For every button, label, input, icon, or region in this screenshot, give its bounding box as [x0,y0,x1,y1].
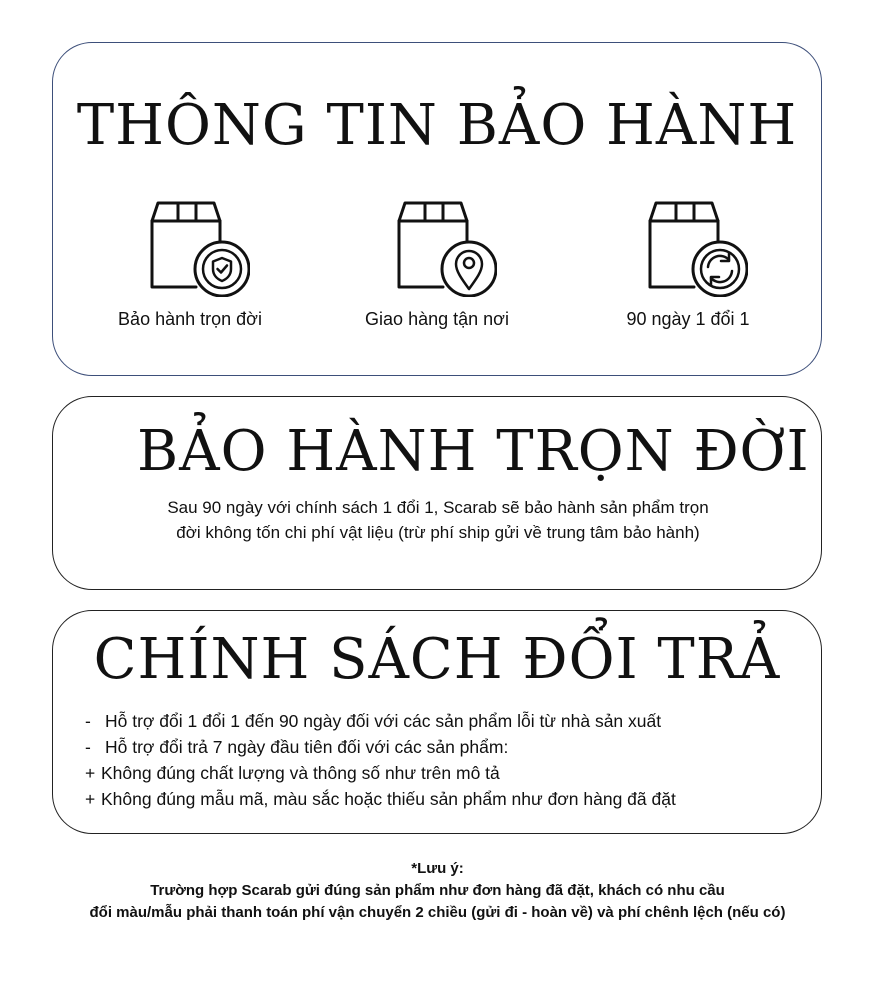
feature-home-delivery [332,199,542,330]
return-policy-card [52,610,822,834]
warranty-info-title: THÔNG TIN BẢO HÀNH [76,93,798,158]
policy-item-text: Không đúng mẫu mã, màu sắc hoặc thiếu sản phẩm như đơn hàng đã đặt [101,789,676,809]
lifetime-warranty-description [93,495,783,545]
bullet-mark: + [85,763,96,783]
return-policy-title: CHÍNH SÁCH ĐỔI TRẢ [93,627,781,692]
bullet-mark: - [85,737,91,757]
feature-label: 90 ngày 1 đổi 1 [626,309,750,329]
feature-90-day-exchange [583,199,793,330]
lifetime-warranty-title: BẢO HÀNH TRỌN ĐỜI [137,419,810,484]
policy-sub-item [85,760,676,786]
description-line: Sau 90 ngày với chính sách 1 đổi 1, Scarab sẽ bảo hành sản phẩm trọn [167,498,709,517]
policy-item-text: Hỗ trợ đổi 1 đổi 1 đến 90 ngày đối với các sản phẩm lỗi từ nhà sản xuất [105,711,662,731]
note-heading: *Lưu ý: [411,860,464,877]
policy-item-text: Không đúng chất lượng và thông số như trên mô tả [101,763,500,783]
feature-lifetime-warranty [85,199,295,330]
policy-item-text: Hỗ trợ đổi trả 7 ngày đầu tiên đối với các sản phẩm: [105,737,509,757]
policy-sub-item [85,786,676,812]
warranty-info-card [52,42,822,376]
note-section [0,858,875,924]
bullet-mark: + [85,789,96,809]
description-line: đời không tốn chi phí vật liệu (trừ phí ship gửi về trung tâm bảo hành) [176,523,700,542]
feature-label: Giao hàng tận nơi [365,309,509,329]
lifetime-warranty-card [52,396,822,590]
policy-item [85,708,676,734]
feature-label: Bảo hành trọn đời [118,309,262,329]
box-location-icon [377,199,497,297]
box-shield-icon [130,199,250,297]
note-line: đổi màu/mẫu phải thanh toán phí vận chuyển 2 chiều (gửi đi - hoàn về) và phí chênh lệch (nếu có) [89,904,786,921]
note-line: Trường hợp Scarab gửi đúng sản phẩm như đơn hàng đã đặt, khách có nhu cầu [150,882,725,899]
return-policy-list [85,708,676,812]
policy-item [85,734,676,760]
bullet-mark: - [85,711,91,731]
box-refresh-icon [628,199,748,297]
